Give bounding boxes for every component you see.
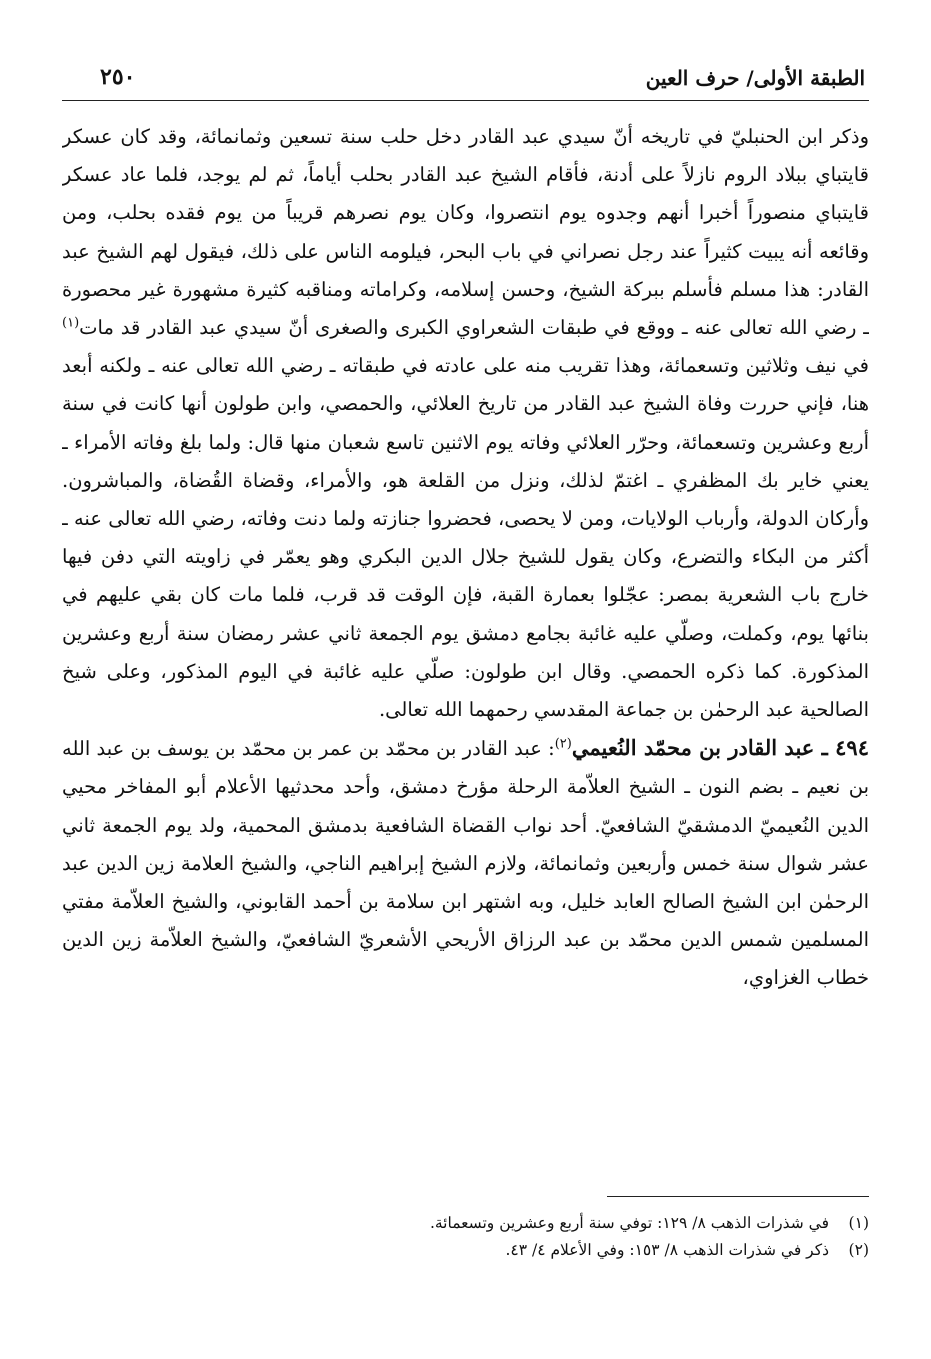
footnote-1 <box>62 1210 869 1237</box>
page-number: ٢٥٠ <box>100 64 136 90</box>
footnote-2 <box>62 1237 869 1264</box>
running-title: الطبقة الأولى/ حرف العين <box>645 66 865 90</box>
entry-494 <box>62 729 869 997</box>
page-header <box>62 60 869 101</box>
entry-heading: ٤٩٤ ـ عبد القادر بن محمّد النُعيمي <box>571 735 869 761</box>
main-text <box>62 118 869 1193</box>
footnote-number: (١) <box>848 1214 869 1232</box>
footnote-divider <box>607 1196 869 1197</box>
paragraph-1-part-b: في نيف وثلاثين وتسعمائة، وهذا تقريب منه على عادته في طبقاته ـ رضي الله تعالى عنه ـ ولكنه أبعد هنا، فإني حررت وفاة الشيخ عبد القادر من تاريخ العلائي، والحمصي، وابن طولون أنها كانت في سنة أربع وعشرين وتسعمائة، وحرّر العلائي وفاته يوم الاثنين تاسع شعبان منها قال: ولما بلغ وفاته الأمراء ـ يعني خاير بك المظفري ـ اغتمّ لذلك، ونزل من القلعة هو، والأمراء، وقضاة القُضاة، والمباشرون. وأركان الدولة، وأرباب الولايات، ومن لا يحصى، فحضروا جنازته ولما دنت وفاته، رضي الله تعالى عنه ـ أكثر من البكاء والتضرع، وكان يقول للشيخ جلال الدين البكري وهو يعمّر في زاويته التي دفن فيها خارج باب الشعرية بمصر: عجّلوا بعمارة القبة، فإن الوقت قد قرب، فلما مات كان بقي عليهم في بنائها يوم، وكملت، وصلّي عليه غائبة بجامع دمشق يوم الجمعة ثاني عشر رمضان سنة أربع وعشرين المذكورة. كما ذكره الحمصي. وقال ابن طولون: صلّي عليه غائبة في اليوم المذكور، وعلى شيخ الصالحية عبد الرحمٰن بن جماعة المقدسي رحمهما الله تعالى. <box>62 354 869 722</box>
footnote-ref-2: (٢) <box>554 736 572 752</box>
paragraph-2: : عبد القادر بن محمّد بن عمر بن محمّد بن يوسف بن عبد الله بن نعيم ـ بضم النون ـ الشيخ العلاّمة الرحلة مؤرخ دمشق، وأحد محدثيها الأعلام أبو المفاخر محيي الدين النُعيميّ الدمشقيّ الشافعيّ. أحد نواب القضاة الشافعية بدمشق المحمية، ولد يوم الجمعة ثاني عشر شوال سنة خمس وأربعين وثمانمائة، ولازم الشيخ إبراهيم الناجي، والشيخ العلامة زين الدين عبد الرحمٰن ابن الشيخ الصالح العابد خليل، وبه اشتهر ابن سلامة بن أحمد القابوني، والشيخ العلاّمة مفتي المسلمين شمس الدين محمّد بن عبد الرزاق الأريحي الأشعريّ الشافعيّ، والشيخ العلاّمة زين الدين خطاب الغزاوي، <box>62 737 869 990</box>
footnote-text: ذكر في شذرات الذهب ٨/ ١٥٣: وفي الأعلام ٤/ ٤٣. <box>505 1241 829 1259</box>
paragraph-1-part-a: وذكر ابن الحنبليّ في تاريخه أنّ سيدي عبد القادر دخل حلب سنة تسعين وثمانمائة، وقد كان عسكر قايتباي ببلاد الروم نازلاً على أدنة، فأقام الشيخ عبد القادر بحلب أياماً، ثم لم يوجد، فلما عاد عسكر قايتباي منصوراً أخبرا أنهم وجدوه يوم انتصروا، وكان يوم نصرهم قريباً من يوم فقده بحلب، ومن وقائعه أنه يبيت كثيراً عند رجل نصراني في باب البحر، فيلومه الناس على ذلك، فيقول لهم الشيخ عبد القادر: هذا مسلم فأسلم ببركة الشيخ، وحسن إسلامه، وكراماته ومناقبه كثيرة مشهورة غير محصورة ـ رضي الله تعالى عنه ـ ووقع في طبقات الشعراوي الكبرى والصغرى أنّ سيدي عبد القادر قد مات <box>62 125 869 340</box>
footnote-text: في شذرات الذهب ٨/ ١٢٩: توفي سنة أربع وعشرين وتسعمائة. <box>429 1214 829 1232</box>
footnote-number: (٢) <box>848 1241 869 1259</box>
footnote-ref-1: (١) <box>62 315 80 331</box>
footnotes <box>62 1210 869 1264</box>
paragraph-1 <box>62 118 869 729</box>
